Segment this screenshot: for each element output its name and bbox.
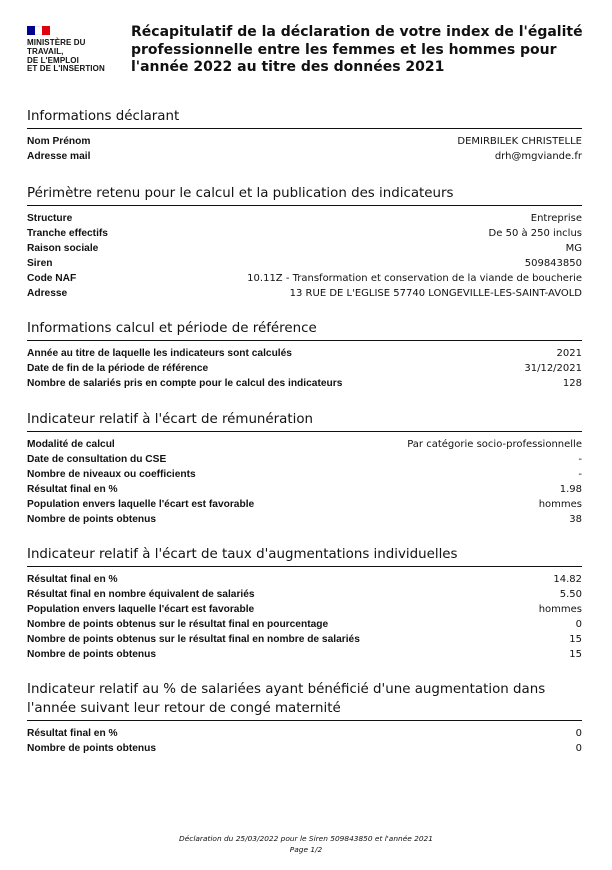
field-row	[27, 211, 582, 226]
field-row	[27, 346, 582, 361]
field-value: 13 RUE DE L'EGLISE 57740 LONGEVILLE-LES-SAINT-AVOLD	[289, 288, 582, 299]
field-row	[27, 286, 582, 301]
page-footer	[0, 833, 612, 855]
field-row	[27, 452, 582, 467]
section-title: Indicateur relatif à l'écart de taux d'augmentations individuelles	[27, 546, 582, 567]
field-value: 14.82	[553, 574, 582, 585]
french-flag-icon	[27, 26, 50, 35]
field-value: 509843850	[524, 258, 582, 269]
field-value: drh@mgviande.fr	[494, 151, 582, 162]
field-label: Résultat final en nombre équivalent de salariés	[27, 589, 255, 600]
field-value: 128	[562, 378, 582, 389]
field-value: 15	[569, 649, 582, 660]
section-informations-declarant	[27, 108, 582, 164]
field-label: Code NAF	[27, 273, 77, 284]
field-row	[27, 617, 582, 632]
field-label: Nombre de salariés pris en compte pour le calcul des indicateurs	[27, 378, 343, 389]
field-label: Nombre de points obtenus	[27, 649, 157, 660]
section-title: Informations déclarant	[27, 108, 582, 129]
field-label: Adresse	[27, 288, 68, 299]
field-row	[27, 482, 582, 497]
field-value: 31/12/2021	[524, 363, 582, 374]
field-row	[27, 241, 582, 256]
field-label: Population envers laquelle l'écart est favorable	[27, 604, 255, 615]
field-label: Date de consultation du CSE	[27, 454, 167, 465]
field-row	[27, 134, 582, 149]
field-value: 2021	[556, 348, 582, 359]
footer-declaration-info: Déclaration du 25/03/2022 pour le Siren 509843850 et l'année 2021	[179, 834, 433, 843]
field-value: Entreprise	[530, 213, 582, 224]
field-value: Par catégorie socio-professionnelle	[407, 439, 582, 450]
field-row	[27, 572, 582, 587]
section-ecart-remuneration	[27, 411, 582, 527]
field-label: Résultat final en %	[27, 574, 118, 585]
field-label: Nombre de points obtenus sur le résultat final en pourcentage	[27, 619, 329, 630]
document-title	[131, 24, 591, 77]
field-label: Modalité de calcul	[27, 439, 115, 450]
document-header	[27, 26, 587, 86]
field-value: MG	[565, 243, 582, 254]
field-row	[27, 467, 582, 482]
field-label: Siren	[27, 258, 53, 269]
field-label: Date de fin de la période de référence	[27, 363, 209, 374]
section-augmentations-individuelles	[27, 546, 582, 662]
title-line: Récapitulatif de la déclaration de votre index de l'égalité	[131, 24, 583, 40]
field-row	[27, 741, 582, 756]
field-label: Nombre de points obtenus	[27, 743, 157, 754]
ministry-line: DE L'EMPLOI	[27, 55, 79, 65]
title-line: l'année 2022 au titre des données 2021	[131, 59, 445, 76]
field-value: hommes	[538, 499, 582, 510]
field-value: hommes	[538, 604, 582, 615]
field-value: 5.50	[559, 589, 582, 600]
field-value: 0	[575, 619, 582, 630]
title-line: professionnelle entre les femmes et les hommes pour	[131, 41, 557, 58]
page-number: Page 1/2	[289, 845, 323, 854]
field-row	[27, 497, 582, 512]
field-row	[27, 361, 582, 376]
field-label: Année au titre de laquelle les indicateurs sont calculés	[27, 348, 292, 359]
field-value: -	[578, 469, 582, 480]
field-label: Nombre de points obtenus	[27, 514, 157, 525]
section-perimetre	[27, 185, 582, 301]
field-label: Nombre de niveaux ou coefficients	[27, 469, 196, 480]
field-label: Structure	[27, 213, 73, 224]
field-label: Population envers laquelle l'écart est favorable	[27, 499, 255, 510]
field-value: 15	[569, 634, 582, 645]
section-title: Périmètre retenu pour le calcul et la publication des indicateurs	[27, 185, 582, 206]
section-title: Informations calcul et période de référence	[27, 320, 582, 341]
field-row	[27, 271, 582, 286]
ministry-line: MINISTÈRE DU	[27, 38, 86, 47]
field-label: Adresse mail	[27, 151, 91, 162]
field-row	[27, 726, 582, 741]
section-title: Indicateur relatif au % de salariées ayant bénéficié d'une augmentation dans l'année suivant leur retour de congé maternité	[27, 681, 582, 721]
section-calcul-periode	[27, 320, 582, 391]
field-value: 0	[575, 728, 582, 739]
field-value: DEMIRBILEK CHRISTELLE	[457, 136, 582, 147]
field-label: Résultat final en %	[27, 728, 118, 739]
field-row	[27, 256, 582, 271]
field-value: 10.11Z - Transformation et conservation de la viande de boucherie	[247, 273, 582, 284]
field-value: 0	[575, 743, 582, 754]
field-row	[27, 647, 582, 662]
ministry-name	[27, 39, 127, 74]
field-value: De 50 à 250 inclus	[488, 228, 582, 239]
ministry-line: TRAVAIL,	[27, 46, 64, 56]
section-title: Indicateur relatif à l'écart de rémunération	[27, 411, 582, 432]
field-row	[27, 602, 582, 617]
field-row	[27, 376, 582, 391]
section-conge-maternite	[27, 681, 582, 756]
field-label: Nom Prénom	[27, 136, 91, 147]
field-row	[27, 587, 582, 602]
field-row	[27, 437, 582, 452]
ministry-line: ET DE L'INSERTION	[27, 64, 105, 74]
field-row	[27, 632, 582, 647]
field-value: 1.98	[559, 484, 582, 495]
field-row	[27, 226, 582, 241]
field-label: Nombre de points obtenus sur le résultat final en nombre de salariés	[27, 634, 360, 645]
ministry-logo	[27, 26, 127, 74]
field-row	[27, 149, 582, 164]
field-label: Tranche effectifs	[27, 228, 108, 239]
field-row	[27, 512, 582, 527]
field-label: Raison sociale	[27, 243, 99, 254]
field-value: -	[578, 454, 582, 465]
field-label: Résultat final en %	[27, 484, 118, 495]
field-value: 38	[569, 514, 582, 525]
